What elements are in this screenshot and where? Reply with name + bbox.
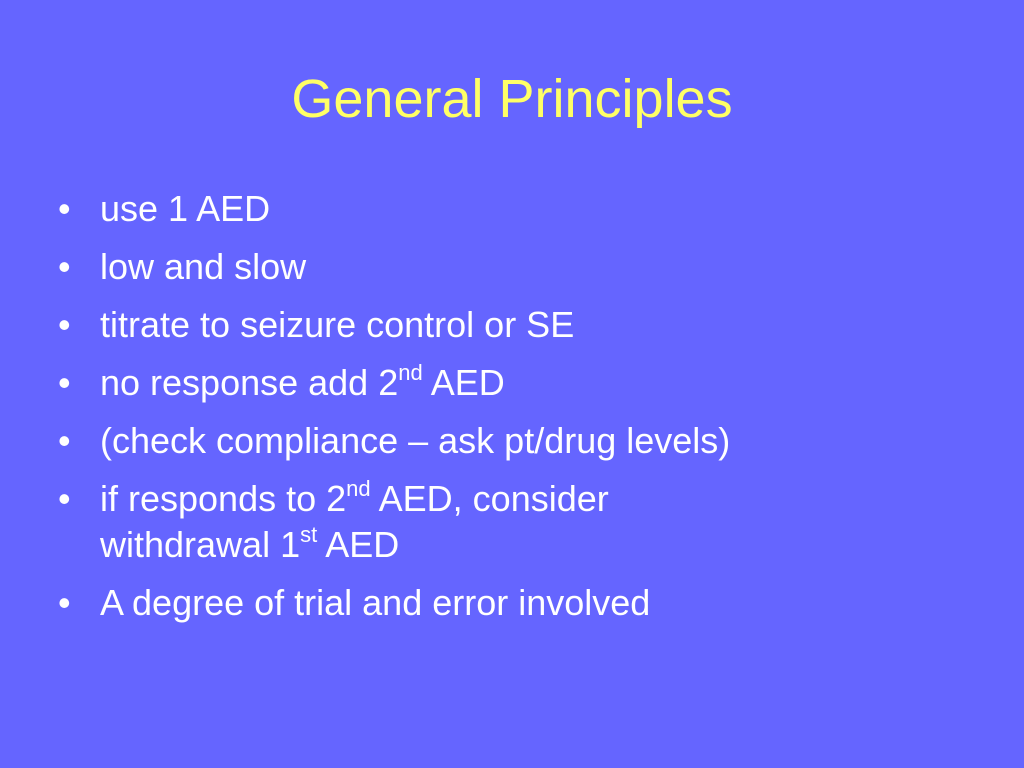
superscript: nd [398,360,423,385]
bullet-icon: • [58,188,71,229]
bullet-icon: • [58,304,71,345]
bullet-item [58,580,958,626]
bullet-text: A degree of trial and error involved [100,582,651,623]
bullet-icon: • [58,478,71,519]
bullet-item [58,302,958,348]
bullet-text: use 1 AED [100,188,271,229]
bullet-text-part: AED [422,362,505,403]
bullet-item [58,476,958,568]
bullet-text [100,362,505,403]
bullet-text-part: AED [317,524,400,565]
superscript: nd [346,476,371,501]
bullet-item [58,360,958,406]
bullet-text-part: AED, consider [370,478,609,519]
bullet-icon: • [58,582,71,623]
bullet-list [58,186,958,638]
slide-title: General Principles [291,69,733,129]
bullet-text-part: withdrawal 1 [100,524,301,565]
bullet-item [58,418,958,464]
superscript: st [300,522,318,547]
bullet-icon: • [58,420,71,461]
bullet-text: titrate to seizure control or SE [100,304,575,345]
bullet-text-part: no response add 2 [100,362,399,403]
bullet-text [100,478,609,565]
bullet-item [58,244,958,290]
bullet-item [58,186,958,232]
bullet-text-part: if responds to 2 [100,478,347,519]
bullet-text: (check compliance – ask pt/drug levels) [100,420,731,461]
bullet-text: low and slow [100,246,307,287]
bullet-icon: • [58,246,71,287]
bullet-icon: • [58,362,71,403]
